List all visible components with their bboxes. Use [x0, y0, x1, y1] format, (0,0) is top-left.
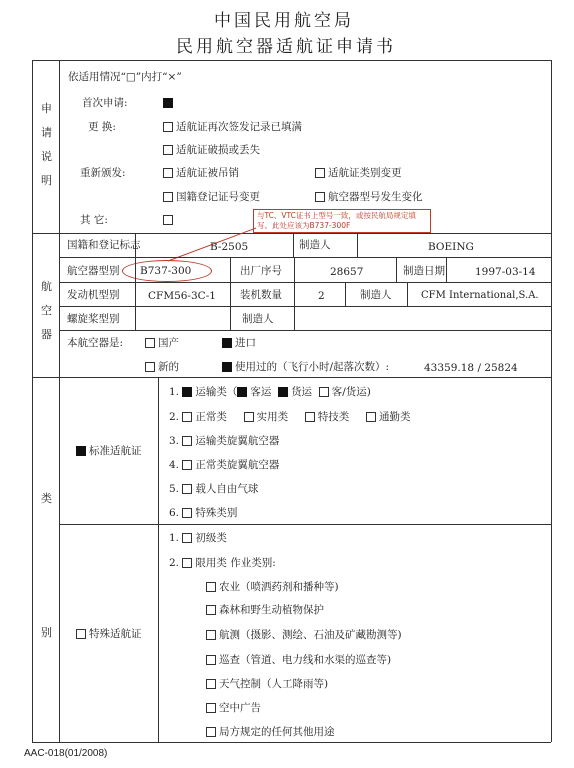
new-option-label: 新的	[158, 361, 179, 373]
special-item-1[interactable]	[169, 531, 227, 545]
restricted-use-1-label: 农业（喷洒药剂和播种等)	[219, 581, 339, 593]
special-certificate-option[interactable]	[76, 627, 142, 641]
propeller-manufacturer-label: 制造人	[242, 313, 274, 325]
nationality-value: B-2505	[210, 241, 249, 253]
reissue-option-category-change-label: 适航证类别变更	[328, 167, 402, 179]
std-item-2-d: 通勤类	[378, 411, 411, 423]
std-item-5[interactable]	[169, 482, 258, 496]
domestic-option-label: 国产	[158, 337, 179, 349]
aircraft-section-label-1: 航	[41, 280, 52, 293]
application-section-label-1: 申	[41, 102, 52, 115]
engine-manufacturer-label: 制造人	[360, 289, 392, 301]
engine-label: 发动机型别	[67, 289, 120, 301]
divider-application-aircraft	[32, 233, 551, 234]
replace-label: 更 换:	[88, 121, 116, 133]
divider-aircraft-category	[32, 377, 551, 378]
category-col-divider	[158, 377, 159, 742]
reissue-option-registration-change-label: 国籍登记证号变更	[176, 191, 260, 203]
frame-left	[32, 60, 33, 742]
aircraft-row-line-2	[59, 282, 551, 283]
instruction-text: 依适用情况“□”内打“×”	[68, 71, 182, 83]
domestic-option[interactable]	[145, 336, 179, 350]
std-item-2[interactable]	[169, 410, 410, 424]
aircraft-col-h	[407, 282, 408, 306]
restricted-use-2-label: 森林和野生动植物保护	[219, 604, 324, 616]
replace-option-record-full[interactable]	[163, 120, 302, 134]
first-application-checkbox[interactable]	[163, 96, 176, 110]
std-item-4-text: 正常类旋翼航空器	[195, 459, 280, 471]
date-label: 制造日期	[403, 265, 445, 277]
reissue-option-revoked[interactable]	[163, 166, 239, 180]
form-id: AAC-018(01/2008)	[24, 748, 108, 759]
restricted-use-5[interactable]	[206, 677, 328, 691]
application-section-label-4: 明	[41, 174, 52, 187]
restricted-use-3[interactable]	[206, 628, 402, 642]
aircraft-col-f	[446, 257, 447, 282]
aircraft-section-label-2: 空	[41, 304, 52, 317]
std-item-2-a: 正常类	[195, 411, 227, 423]
aircraft-section-label-3: 器	[41, 328, 52, 341]
std-item-1-num: 1.	[169, 386, 180, 398]
std-item-2-num: 2.	[169, 411, 180, 423]
application-section-label-2: 请	[41, 126, 52, 139]
replace-option-damaged[interactable]	[163, 143, 260, 157]
nationality-label: 国籍和登记标志	[67, 239, 141, 251]
other-label: 其 它:	[80, 214, 108, 226]
form-title: 民用航空器适航证申请书	[176, 37, 396, 57]
aircraft-col-c	[230, 257, 231, 330]
std-item-1-sub-1: 客运	[250, 386, 272, 398]
imported-option-label: 进口	[235, 337, 256, 349]
std-item-2-c: 特技类	[317, 411, 350, 423]
standard-certificate-label: 标准适航证	[89, 445, 142, 457]
engine-qty-label: 装机数量	[240, 289, 282, 301]
imported-option[interactable]	[222, 336, 256, 350]
serial-label: 出厂序号	[240, 265, 282, 277]
aircraft-row-line-1	[59, 257, 551, 258]
std-item-6[interactable]	[169, 506, 237, 520]
used-option-label: 使用过的（飞行小时/起落次数）:	[235, 361, 390, 373]
frame-bottom	[32, 742, 551, 743]
aircraft-row-line-3	[59, 306, 551, 307]
special-item-2-num: 2.	[169, 557, 180, 569]
category-row-divider	[59, 524, 551, 525]
std-item-4-num: 4.	[169, 459, 180, 471]
aircraft-row-line-4	[59, 330, 551, 331]
special-item-1-num: 1.	[169, 532, 180, 544]
std-item-4[interactable]	[169, 458, 279, 472]
propeller-label: 螺旋桨型别	[67, 313, 120, 325]
std-item-3-text: 运输类旋翼航空器	[195, 435, 280, 447]
model-value: B737-300	[140, 265, 192, 277]
label-column-divider	[59, 60, 60, 742]
application-section-label-3: 说	[41, 150, 52, 163]
special-certificate-label: 特殊适航证	[89, 628, 142, 640]
std-item-5-text: 载人自由气球	[195, 483, 259, 495]
used-option[interactable]	[222, 360, 389, 374]
restricted-use-5-label: 天气控制（人工降雨等)	[219, 678, 329, 690]
aircraft-col-g	[345, 282, 346, 306]
model-label: 航空器型别	[67, 265, 120, 277]
replace-option-record-full-label: 适航证再次签发记录已填满	[176, 121, 302, 133]
annotation-note: 与TC、VTC证书上型号一致，或按民航局规定填写。此处应该为B737-300F	[253, 209, 431, 233]
restricted-use-7-label: 局方规定的任何其他用途	[219, 726, 335, 738]
frame-right	[551, 60, 552, 742]
aircraft-col-b2	[357, 233, 358, 257]
first-application-label: 首次申请:	[82, 97, 128, 109]
reissue-option-model-change[interactable]	[315, 190, 423, 204]
serial-value: 28657	[330, 266, 364, 278]
manufacturer-value: BOEING	[428, 241, 474, 253]
std-item-3-num: 3.	[169, 435, 180, 447]
engine-manufacturer-value: CFM International,S.A.	[421, 290, 539, 301]
std-item-1-sub-3: 客/货运)	[331, 386, 371, 398]
category-section-label-1: 类	[41, 492, 52, 505]
engine-value: CFM56-3C-1	[148, 290, 216, 302]
std-item-2-b: 实用类	[256, 411, 289, 423]
restricted-use-6-label: 空中广告	[219, 702, 261, 714]
engine-qty-value: 2	[318, 290, 325, 302]
reissue-option-revoked-label: 适航证被吊销	[176, 167, 239, 179]
std-item-6-text: 特殊类别	[195, 507, 238, 519]
std-item-1[interactable]	[169, 385, 371, 399]
special-item-2[interactable]	[169, 556, 276, 570]
category-section-label-2: 别	[41, 626, 52, 639]
std-item-6-num: 6.	[169, 507, 180, 519]
restricted-use-4-label: 巡查（管道、电力线和水渠的巡查等)	[219, 654, 392, 666]
special-item-2-text: 限用类 作业类别:	[195, 557, 276, 569]
this-aircraft-label: 本航空器是:	[67, 337, 124, 349]
std-item-3[interactable]	[169, 434, 279, 448]
restricted-use-6[interactable]	[206, 701, 261, 715]
replace-option-damaged-label: 适航证破损或丢失	[176, 144, 260, 156]
reissue-option-model-change-label: 航空器型号发生变化	[328, 191, 423, 203]
restricted-use-7[interactable]	[206, 725, 335, 739]
special-item-1-text: 初级类	[195, 532, 227, 544]
aircraft-col-d	[294, 257, 295, 330]
reissue-option-category-change[interactable]	[315, 166, 402, 180]
restricted-use-4[interactable]	[206, 653, 391, 667]
used-hours-value: 43359.18 / 25824	[424, 362, 518, 374]
restricted-use-2[interactable]	[206, 603, 324, 617]
new-option[interactable]	[145, 360, 179, 374]
aircraft-col-b1	[293, 233, 294, 257]
frame-top	[32, 60, 551, 61]
agency-title: 中国民用航空局	[214, 11, 354, 31]
std-item-5-num: 5.	[169, 483, 180, 495]
reissue-label: 重新颁发:	[80, 167, 126, 179]
aircraft-col-e	[396, 257, 397, 282]
restricted-use-1[interactable]	[206, 580, 339, 594]
standard-certificate-option[interactable]	[76, 444, 142, 458]
std-item-1-text: 运输类（	[195, 386, 238, 398]
manufacturer-label: 制造人	[299, 239, 331, 251]
reissue-option-registration-change[interactable]	[163, 190, 260, 204]
date-value: 1997-03-14	[475, 266, 536, 278]
restricted-use-3-label: 航测（摄影、测绘、石油及矿藏勘测等)	[219, 629, 402, 641]
std-item-1-sub-2: 货运	[291, 386, 313, 398]
